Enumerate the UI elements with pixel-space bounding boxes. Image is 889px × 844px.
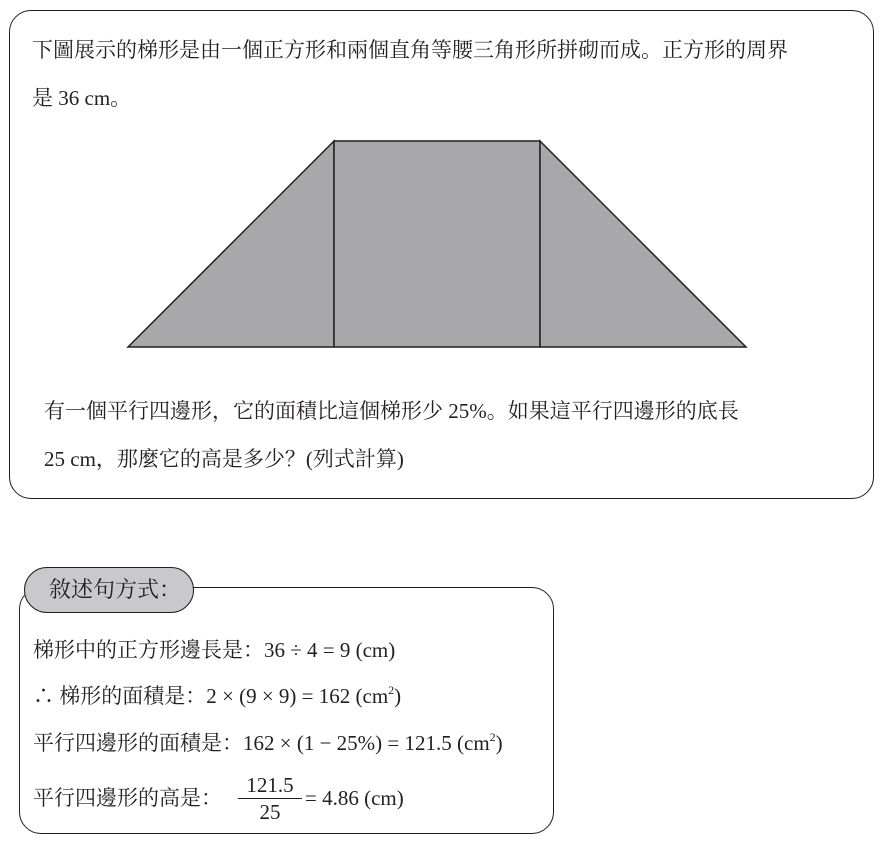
- answer-step-3-close: ): [495, 731, 503, 755]
- superscript-2: 2: [489, 730, 496, 744]
- fraction-denominator: 25: [259, 800, 281, 824]
- center-square: [334, 141, 540, 347]
- answer-step-4-result: = 4.86 (cm): [305, 786, 404, 810]
- question-text-line-4: 25 cm，那麼它的高是多少？(列式計算): [44, 447, 404, 471]
- answer-step-3-text: 平行四邊形的面積是：162 × (1 − 25%) = 121.5 (cm: [33, 731, 490, 755]
- answer-step-2-close: ): [394, 684, 402, 708]
- right-triangle: [540, 141, 746, 347]
- question-text-line-2: 是 36 cm。: [32, 86, 132, 110]
- fraction: [238, 773, 302, 824]
- question-text-line-3: 有一個平行四邊形，它的面積比這個梯形少 25%。如果這平行四邊形的底長: [44, 399, 739, 423]
- superscript-2: 2: [388, 683, 395, 697]
- answer-method-tag: 敘述句方式：: [24, 567, 194, 613]
- fraction-numerator: 121.5: [238, 773, 302, 799]
- left-triangle: [128, 141, 334, 347]
- answer-step-4-label: 平行四邊形的高是：: [33, 786, 222, 810]
- question-text-line-1: 下圖展示的梯形是由一個正方形和兩個直角等腰三角形所拼砌而成。正方形的周界: [32, 38, 788, 62]
- answer-step-2: [33, 684, 401, 708]
- answer-step-1: 梯形中的正方形邊長是：36 ÷ 4 = 9 (cm): [33, 638, 396, 662]
- answer-step-2-text: ∴ 梯形的面積是：2 × (9 × 9) = 162 (cm: [33, 684, 389, 708]
- answer-step-3: [33, 731, 503, 755]
